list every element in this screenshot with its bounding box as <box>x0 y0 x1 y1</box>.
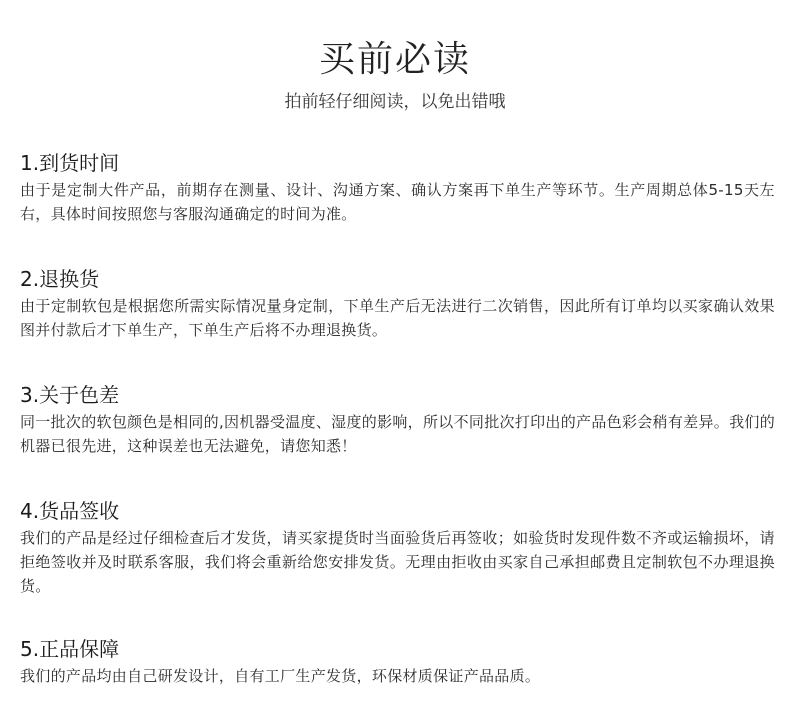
section-body: 我们的产品是经过仔细检查后才发货，请买家提货时当面验货后再签收；如验货时发现件数不齐或运输损坏，请拒绝签收并及时联系客服，我们将会重新给您安排发货。无理由拒收由买家自己承担邮费且定制软包不办理退换货。 <box>20 529 775 595</box>
section-authenticity <box>20 636 775 688</box>
section-delivery-time <box>20 150 775 226</box>
page-subtitle: 拍前轻仔细阅读，以免出错哦 <box>284 92 506 112</box>
section-body: 由于是定制大件产品，前期存在测量、设计、沟通方案、确认方案再下单生产等环节。生产周期总体5-15天左右，具体时间按照您与客服沟通确定的时间为准。 <box>20 181 775 223</box>
section-body: 由于定制软包是根据您所需实际情况量身定制，下单生产后无法进行二次销售，因此所有订单均以买家确认效果图并付款后才下单生产，下单生产后将不办理退换货。 <box>20 297 775 339</box>
page-title: 买前必读 <box>318 39 471 80</box>
section-returns <box>20 266 775 342</box>
section-heading: 1.到货时间 <box>20 151 120 175</box>
section-heading: 3.关于色差 <box>20 383 120 407</box>
section-receipt <box>20 498 775 598</box>
section-heading: 2.退换货 <box>20 267 100 291</box>
section-color-difference <box>20 382 775 458</box>
section-heading: 5.正品保障 <box>20 637 120 661</box>
section-body: 我们的产品均由自己研发设计，自有工厂生产发货，环保材质保证产品品质。 <box>20 667 541 685</box>
section-body: 同一批次的软包颜色是相同的,因机器受温度、湿度的影响，所以不同批次打印出的产品色彩会稍有差异。我们的机器已很先进，这种误差也无法避免，请您知悉！ <box>20 413 775 455</box>
section-heading: 4.货品签收 <box>20 499 120 523</box>
